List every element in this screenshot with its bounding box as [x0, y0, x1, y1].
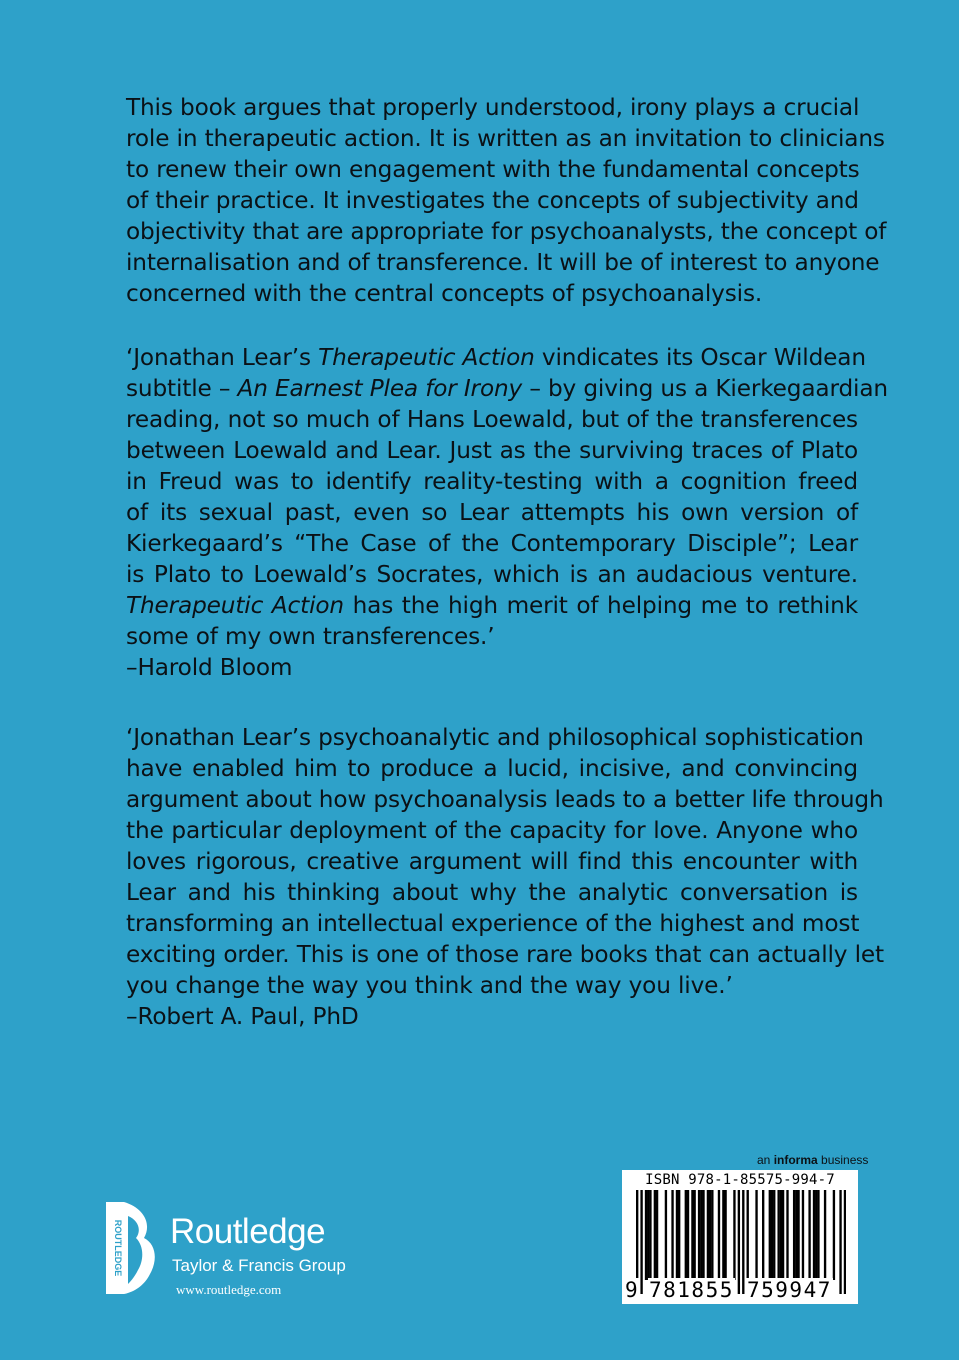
isbn-barcode: [622, 1170, 858, 1304]
quote-line: ‘Jonathan Lear’s Therapeutic Action vindicates its Oscar Wildean: [126, 344, 866, 371]
barcode-bar: [795, 1190, 797, 1280]
routledge-emblem-icon: [100, 1198, 160, 1298]
barcode-bar: [724, 1190, 726, 1280]
quote-line: exciting order. This is one of those rare books that can actually let: [126, 941, 884, 968]
review-quote-paul: [126, 722, 884, 1032]
barcode-bar: [678, 1190, 680, 1280]
informa-tagline: an informa business: [757, 1153, 869, 1167]
barcode-bar: [647, 1190, 649, 1280]
barcode-bar: [833, 1190, 835, 1280]
barcode-bar: [797, 1190, 799, 1280]
barcode-bar: [687, 1190, 689, 1280]
barcode-bar: [777, 1190, 779, 1280]
barcode-bar: [762, 1190, 764, 1280]
description-line: This book argues that properly understood, irony plays a crucial: [126, 94, 860, 121]
barcode-bar: [815, 1190, 817, 1280]
description-line: objectivity that are appropriate for psychoanalysts, the concept of: [126, 218, 887, 245]
quote-line: is Plato to Loewald’s Socrates, which is an audacious venture.: [126, 561, 858, 588]
quote-line: Kierkegaard’s “The Case of the Contemporary Disciple”; Lear: [126, 530, 858, 557]
quote-line: of its sexual past, even so Lear attempts his own version of: [126, 499, 858, 526]
barcode-bar: [769, 1190, 771, 1280]
barcode-bar: [813, 1190, 815, 1280]
review-quote-bloom: [126, 342, 888, 683]
quote-line: in Freud was to identify reality-testing with a cognition freed: [126, 468, 858, 495]
quote-line: some of my own transferences.’: [126, 623, 495, 650]
barcode-bar: [691, 1190, 693, 1280]
barcode-bar: [771, 1190, 773, 1280]
quote-line: have enabled him to produce a lucid, incisive, and convincing: [126, 755, 858, 782]
barcode-bar: [693, 1190, 695, 1280]
description-line: of their practice. It investigates the concepts of subjectivity and: [126, 187, 859, 214]
barcode-bar: [671, 1190, 673, 1280]
barcode-bar: [711, 1190, 713, 1280]
barcode-bar: [808, 1190, 810, 1280]
quote-line: you change the way you think and the way you live.’: [126, 972, 733, 999]
book-description: [126, 92, 887, 309]
barcode-bar: [786, 1190, 788, 1280]
barcode-bar: [649, 1190, 651, 1280]
barcode-bar: [817, 1190, 819, 1280]
quote-line: transforming an intellectual experience of the highest and most: [126, 910, 860, 937]
barcode-bar: [747, 1190, 749, 1280]
barcode-bar: [702, 1190, 704, 1280]
publisher-group: Taylor & Francis Group: [172, 1256, 346, 1275]
barcode-bar: [755, 1190, 757, 1280]
barcode-bar: [645, 1190, 647, 1280]
quote-line: argument about how psychoanalysis leads to a better life through: [126, 786, 884, 813]
barcode-bar: [793, 1190, 795, 1280]
barcode-lead-digit: 9: [625, 1278, 638, 1302]
barcode-digits: [622, 1278, 858, 1302]
quote-line: ‘Jonathan Lear’s psychoanalytic and philosophical sophistication: [126, 724, 864, 751]
publisher-url: www.routledge.com: [176, 1282, 282, 1297]
quote-line: the particular deployment of the capacity for love. Anyone who: [126, 817, 858, 844]
barcode-bar: [707, 1190, 709, 1280]
quote-line: between Loewald and Lear. Just as the surviving traces of Plato: [126, 437, 858, 464]
description-line: to renew their own engagement with the fundamental concepts: [126, 156, 860, 183]
barcode-bar: [722, 1190, 724, 1280]
svg-text:ROUTLEDGE: ROUTLEDGE: [113, 1219, 123, 1277]
barcode-left-digits: 781855: [649, 1278, 734, 1302]
quote-attribution: –Robert A. Paul, PhD: [126, 1003, 359, 1030]
description-line: role in therapeutic action. It is written as an invitation to clinicians: [126, 125, 885, 152]
barcode-bar: [665, 1190, 667, 1280]
description-line: concerned with the central concepts of psychoanalysis.: [126, 280, 763, 307]
barcode-bar: [733, 1190, 735, 1280]
barcode-bar: [676, 1190, 678, 1280]
routledge-logo: [100, 1198, 380, 1308]
quote-line: Therapeutic Action has the high merit of helping me to rethink: [126, 592, 859, 619]
barcode-bar: [773, 1190, 775, 1280]
barcode-bar: [656, 1190, 658, 1280]
barcode-bar: [685, 1190, 687, 1280]
barcode-bar: [700, 1190, 702, 1280]
quote-line: loves rigorous, creative argument will find this encounter with: [126, 848, 858, 875]
barcode-bar: [780, 1190, 782, 1280]
isbn-label: ISBN 978-1-85575-994-7: [645, 1172, 835, 1188]
barcode-bar: [824, 1190, 826, 1280]
quote-line: subtitle – An Earnest Plea for Irony – by giving us a Kierkegaardian: [126, 375, 888, 402]
barcode-bar: [654, 1190, 656, 1280]
barcode-bar: [802, 1190, 804, 1280]
quote-attribution: –Harold Bloom: [126, 654, 293, 681]
description-line: internalisation and of transference. It will be of interest to anyone: [126, 249, 880, 276]
quote-line: reading, not so much of Hans Loewald, but of the transferences: [126, 406, 858, 433]
barcode-bar: [718, 1190, 720, 1280]
barcode-right-digits: 759947: [747, 1278, 832, 1302]
barcode-bar: [709, 1190, 711, 1280]
barcode-bar: [782, 1190, 784, 1280]
quote-line: Lear and his thinking about why the analytic conversation is: [126, 879, 858, 906]
barcode-bar: [698, 1190, 700, 1280]
publisher-name: Routledge: [170, 1212, 326, 1251]
